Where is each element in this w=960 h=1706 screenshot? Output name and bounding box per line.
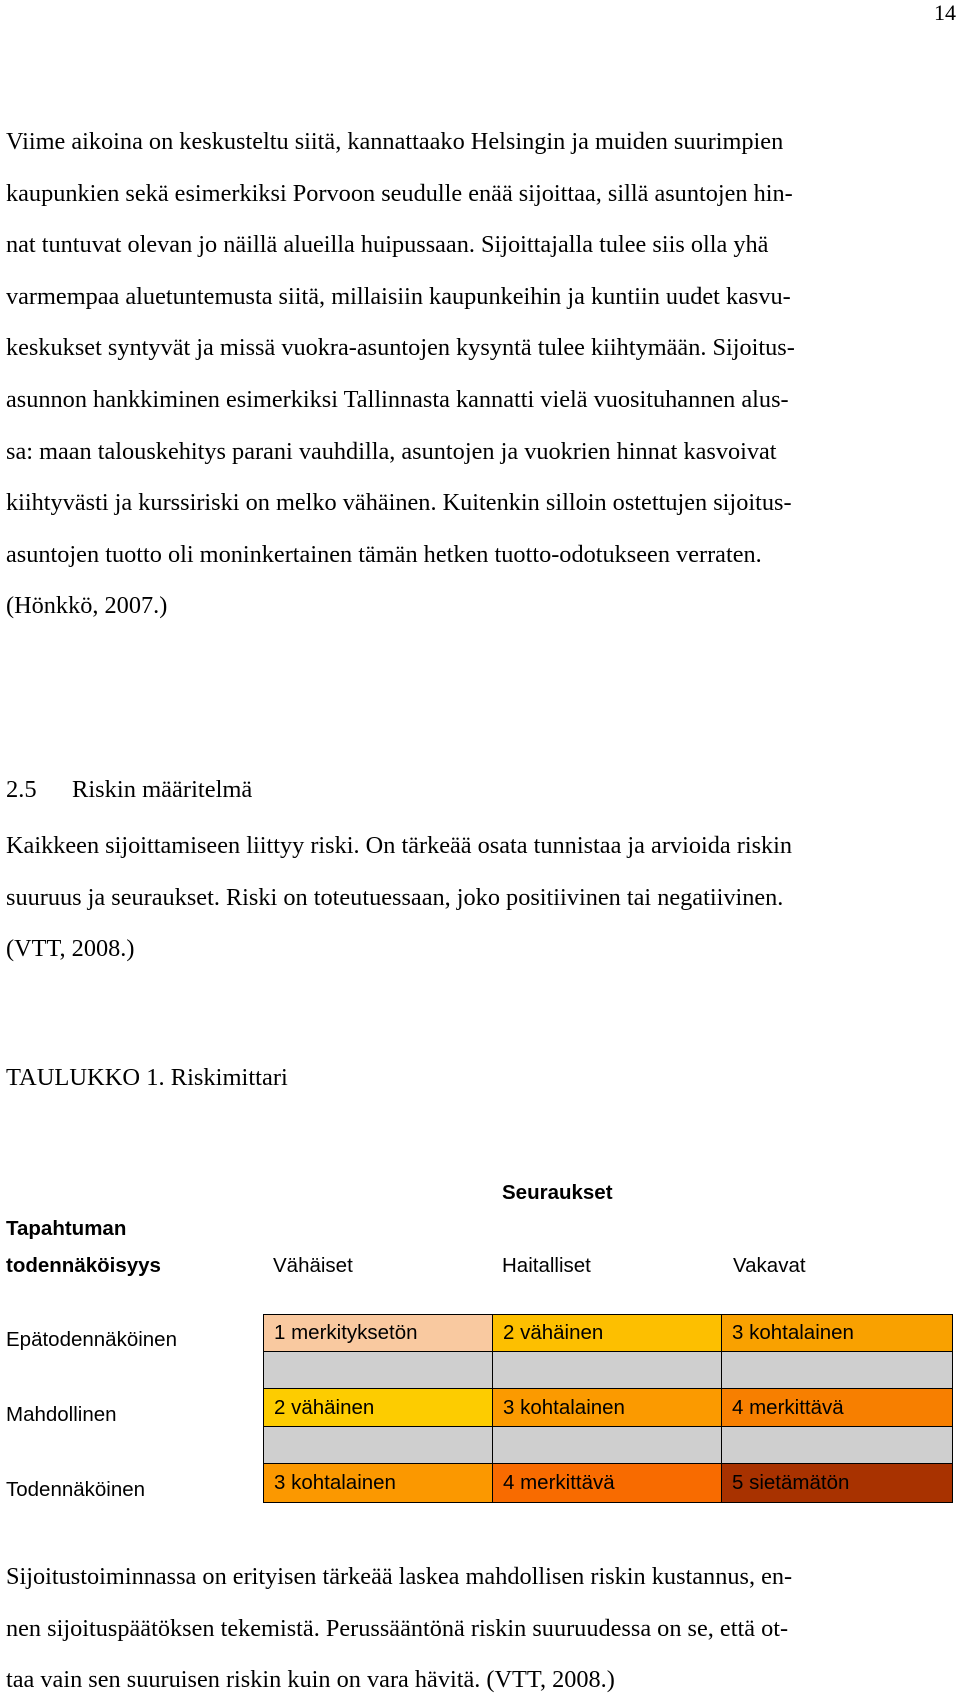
section-heading	[6, 770, 252, 810]
risk-cell: 5 sietämätön	[721, 1463, 953, 1503]
text-line: asunnon hankkiminen esimerkiksi Tallinnasta kannatti vielä vuosituhannen alus-	[6, 385, 789, 413]
spacer-cell	[721, 1426, 953, 1464]
page-number: 14	[934, 0, 956, 25]
paragraph-risk-definition	[6, 820, 954, 975]
column-header-minor: Vähäiset	[273, 1254, 353, 1277]
text-line: suuruus ja seuraukset. Riski on toteutuessaan, joko positiivinen tai negatiivinen.	[6, 883, 784, 911]
column-header-harmful: Haitalliset	[502, 1254, 591, 1277]
spacer-cell	[263, 1351, 493, 1389]
row-header-line2: todennäköisyys	[6, 1254, 161, 1277]
text-line: (Hönkkö, 2007.)	[6, 592, 168, 620]
text-line: Kaikkeen sijoittamiseen liittyy riski. On tärkeää osata tunnistaa ja arvioida riskin	[6, 832, 793, 859]
text-line: varmempaa aluetuntemusta siitä, millaisiin kaupunkeihin ja kuntiin uudet kasvu-	[6, 282, 791, 310]
table-caption: TAULUKKO 1. Riskimittari	[6, 1064, 288, 1091]
text-line: kaupunkien sekä esimerkiksi Porvoon seudulle enää sijoittaa, sillä asuntojen hin-	[6, 179, 793, 207]
risk-cell: 3 kohtalainen	[721, 1314, 953, 1352]
text-line: Viime aikoina on keskusteltu siitä, kannattaako Helsingin ja muiden suurimpien	[6, 128, 784, 155]
risk-cell: 1 merkityksetön	[263, 1314, 493, 1352]
column-header-severe: Vakavat	[733, 1254, 806, 1277]
section-title: Riskin määritelmä	[72, 776, 253, 803]
text-line: keskukset syntyvät ja missä vuokra-asuntojen kysyntä tulee kiihtymään. Sijoitus-	[6, 334, 795, 362]
spacer-cell	[263, 1426, 493, 1464]
risk-cell: 4 merkittävä	[721, 1388, 953, 1427]
text-line: kiihtyvästi ja kurssiriski on melko vähäinen. Kuitenkin silloin ostettujen sijoitus-	[6, 489, 792, 517]
risk-cell: 3 kohtalainen	[492, 1388, 722, 1427]
spacer-cell	[721, 1351, 953, 1389]
text-line: taa vain sen suuruisen riskin kuin on vara hävitä. (VTT, 2008.)	[6, 1666, 615, 1694]
text-line: Sijoitustoiminnassa on erityisen tärkeää laskea mahdollisen riskin kustannus, en-	[6, 1563, 793, 1590]
risk-cell: 3 kohtalainen	[263, 1463, 493, 1503]
row-label-possible: Mahdollinen	[6, 1403, 117, 1426]
row-label-likely: Todennäköinen	[6, 1478, 146, 1501]
spacer-cell	[492, 1426, 722, 1464]
text-line: sa: maan talouskehitys parani vauhdilla, asuntojen ja vuokrien hinnat kasvoivat	[6, 437, 777, 465]
section-number: 2.5	[6, 776, 37, 803]
risk-cell: 4 merkittävä	[492, 1463, 722, 1503]
spacer-cell	[492, 1351, 722, 1389]
text-line: asuntojen tuotto oli moninkertainen tämän hetken tuotto-odotukseen verraten.	[6, 540, 762, 568]
text-line: nat tuntuvat olevan jo näillä alueilla huipussaan. Sijoittajalla tulee siis olla yhä	[6, 231, 769, 259]
paragraph-intro	[6, 116, 954, 632]
risk-cell: 2 vähäinen	[492, 1314, 722, 1352]
row-header-line1: Tapahtuman	[6, 1217, 127, 1240]
text-line: (VTT, 2008.)	[6, 935, 135, 963]
paragraph-risk-cost	[6, 1551, 954, 1706]
row-label-unlikely: Epätodennäköinen	[6, 1328, 177, 1351]
text-line: nen sijoituspäätöksen tekemistä. Perussääntönä riskin suuruudessa on se, että ot-	[6, 1614, 789, 1642]
risk-cell: 2 vähäinen	[263, 1388, 493, 1427]
consequences-header: Seuraukset	[502, 1181, 613, 1204]
